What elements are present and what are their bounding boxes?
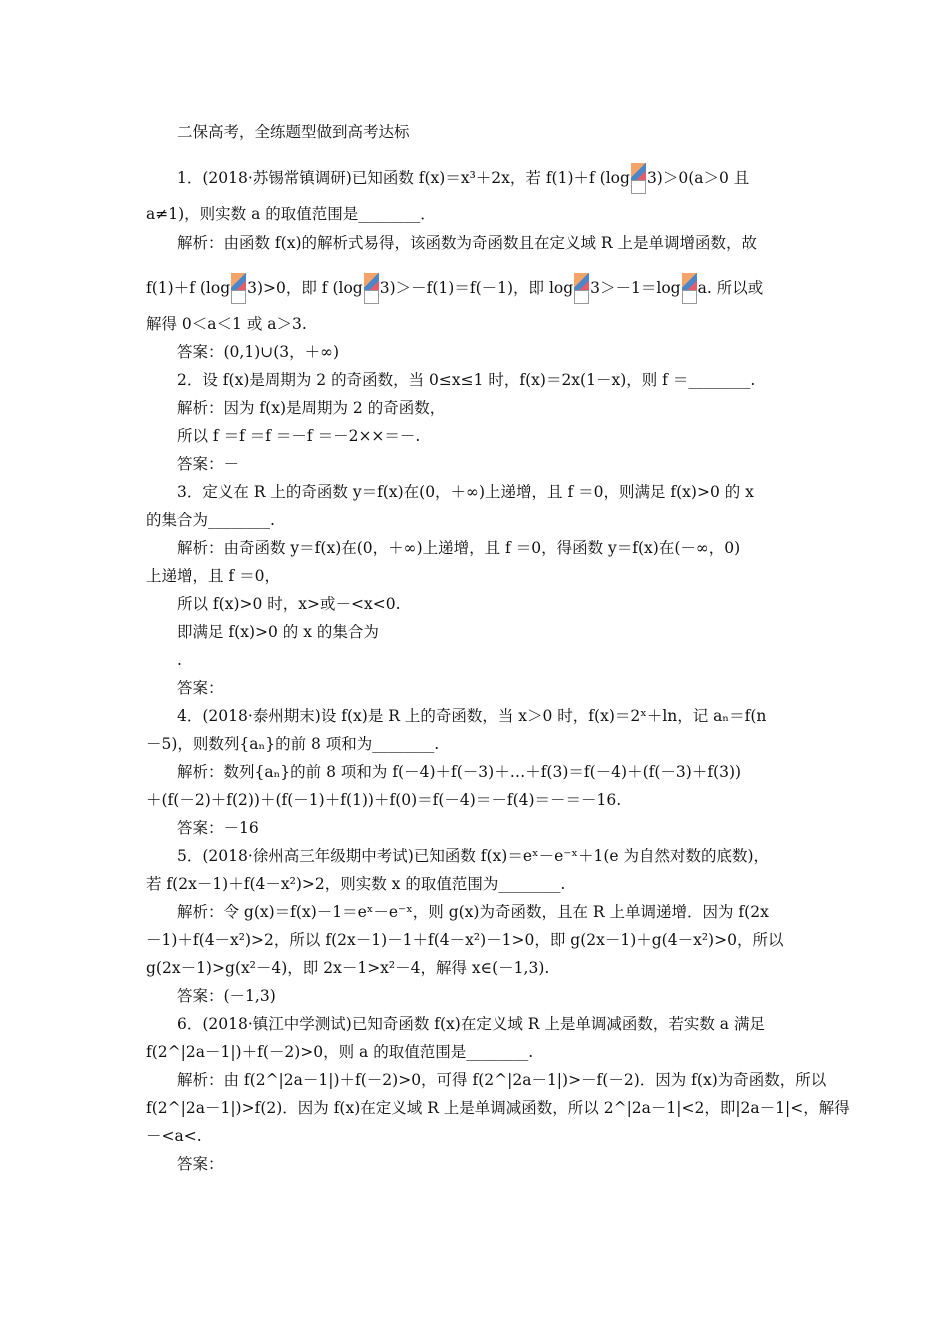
q6-line-1: 6．(2018·镇江中学测试)已知奇函数 f(x)在定义域 R 上是单调减函数，若实数 a 满足	[177, 1015, 765, 1033]
q4-line-1: 4．(2018·泰州期末)设 f(x)是 R 上的奇函数，当 x＞0 时，f(x)＝2ˣ＋ln，记 aₙ＝f(n	[177, 707, 767, 725]
q6-answer: 答案：	[177, 1155, 224, 1173]
broken-image-icon	[364, 273, 379, 303]
q1-sol2-d: 3＞－1＝log	[590, 279, 681, 297]
q5-solution-2: －1)＋f(4－x²)>2，所以 f(2x－1)－1＋f(4－x²)－1>0，即 g(2x－1)＋g(4－x²)>0，所以	[146, 931, 784, 949]
q3-solution-5: .	[177, 651, 182, 669]
q4-solution-1: 解析：数列{aₙ}的前 8 项和为 f(－4)＋f(－3)＋…＋f(3)＝f(－4)＋(f(－3)＋f(3))	[177, 763, 742, 781]
q2-line-1: 2．设 f(x)是周期为 2 的奇函数，当 0≤x≤1 时，f(x)＝2x(1－x)，则 f ＝________.	[177, 371, 756, 389]
q1-answer: 答案：(0,1)∪(3，＋∞)	[177, 343, 340, 361]
q6-solution-1: 解析：由 f(2^|2a－1|)＋f(－2)>0，可得 f(2^|2a－1|)>－f(－2)．因为 f(x)为奇函数，所以	[177, 1071, 827, 1089]
q1-sol2-b: 3)>0，即 f (log	[247, 279, 363, 297]
q5-solution-1: 解析：令 g(x)＝f(x)－1＝eˣ－e⁻ˣ，则 g(x)为奇函数，且在 R 上单调递增．因为 f(2x	[177, 903, 769, 921]
q2-solution-1: 解析：因为 f(x)是周期为 2 的奇函数，	[177, 399, 446, 417]
q4-answer: 答案：－16	[177, 819, 259, 837]
q6-solution-3: －<a<.	[146, 1127, 202, 1145]
q3-line-2: 的集合为________.	[146, 511, 275, 529]
broken-image-icon	[682, 273, 697, 303]
broken-image-icon	[574, 273, 589, 303]
section-title: 二保高考，全练题型做到高考达标	[177, 123, 410, 141]
q5-solution-3: g(2x－1)>g(x²－4)，即 2x－1>x²－4，解得 x∈(－1,3).	[146, 959, 550, 977]
q5-line-2: 若 f(2x－1)＋f(4－x²)>2，则实数 x 的取值范围为________.	[146, 875, 566, 893]
q2-answer: 答案：－	[177, 455, 240, 473]
q1-line-2: a≠1)，则实数 a 的取值范围是________．	[146, 205, 436, 223]
q1-solution-3: 解得 0＜a＜1 或 a＞3.	[146, 315, 307, 333]
q1-sol2-c: 3)＞－f(1)＝f(－1)，即 log	[379, 279, 574, 297]
q3-solution-4: 即满足 f(x)>0 的 x 的集合为	[177, 623, 379, 641]
q5-answer: 答案：(－1,3)	[177, 987, 276, 1005]
q1-line-1	[177, 163, 749, 193]
q1-sol2-a: f(1)＋f (log	[146, 279, 231, 297]
q2-solution-2: 所以 f ＝f ＝f ＝－f ＝－2××＝－.	[177, 427, 421, 445]
q6-solution-2: f(2^|2a－1|)>f(2)．因为 f(x)在定义域 R 上是单调减函数，所以 2^|2a－1|<2，即|2a－1|<，解得	[146, 1099, 850, 1117]
q3-solution-1: 解析：由奇函数 y＝f(x)在(0，＋∞)上递增，且 f ＝0，得函数 y＝f(x)在(－∞，0)	[177, 539, 741, 557]
q3-solution-3: 所以 f(x)>0 时，x>或－<x<0.	[177, 595, 401, 613]
q1-sol2-e: a. 所以或	[697, 279, 764, 297]
q4-line-2: －5)，则数列{aₙ}的前 8 项和为________.	[146, 735, 440, 753]
q1-text-b: 3)＞0(a＞0 且	[646, 169, 750, 187]
q6-line-2: f(2^|2a－1|)＋f(－2)>0，则 a 的取值范围是________.	[146, 1043, 534, 1061]
broken-image-icon	[631, 163, 646, 193]
q1-solution-2	[146, 273, 763, 303]
q5-line-1: 5．(2018·徐州高三年级期中考试)已知函数 f(x)＝eˣ－e⁻ˣ＋1(e 为自然对数的底数)，	[177, 847, 770, 865]
q3-answer: 答案：	[177, 679, 224, 697]
q3-line-1: 3．定义在 R 上的奇函数 y＝f(x)在(0，＋∞)上递增，且 f ＝0，则满足 f(x)>0 的 x	[177, 483, 754, 501]
q1-solution-1: 解析：由函数 f(x)的解析式易得，该函数为奇函数且在定义域 R 上是单调增函数，故	[177, 234, 758, 252]
q4-solution-2: ＋(f(－2)＋f(2))＋(f(－1)＋f(1))＋f(0)＝f(－4)＝－f(4)＝－＝－16.	[146, 791, 622, 809]
q1-text-a: 1．(2018·苏锡常镇调研)已知函数 f(x)＝x³＋2x，若 f(1)＋f (log	[177, 169, 630, 187]
q3-solution-2: 上递增，且 f ＝0，	[146, 567, 280, 585]
broken-image-icon	[231, 273, 246, 303]
